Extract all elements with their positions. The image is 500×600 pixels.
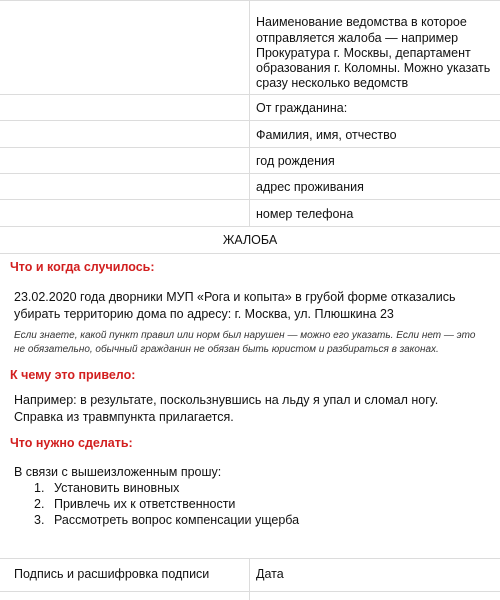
request-heading: Что нужно сделать:: [10, 436, 133, 450]
what-happened-heading: Что и когда случилось:: [10, 260, 155, 274]
request-intro: В связи с вышеизложенным прошу:: [14, 465, 222, 479]
consequences-heading: К чему это привело:: [10, 368, 136, 382]
table-rule: [0, 226, 500, 227]
table-rule: [0, 173, 500, 174]
table-rule: [0, 591, 500, 592]
list-item: [14, 480, 299, 496]
address-field: адрес проживания: [256, 180, 364, 194]
signature-label: Подпись и расшифровка подписи: [14, 567, 210, 581]
list-item-number: 1.: [34, 481, 45, 495]
agency-line: отправляется жалоба — например: [256, 31, 459, 45]
what-happened-text: 23.02.2020 года дворники МУП «Рога и копыта» в грубой форме отказались убирать территорию дома по адресу: г. Москва, ул. Плюшкина 23: [14, 290, 456, 321]
list-item-text: Привлечь их к ответственности: [54, 497, 236, 511]
full-name-field: Фамилия, имя, отчество: [256, 128, 397, 142]
list-item: [14, 512, 299, 528]
list-item-number: 3.: [34, 513, 45, 527]
what-happened-note: Если знаете, какой пункт правил или норм был нарушен — можно его указать. Если нет — это не обязательно, обычный гражданин не обязан быть юристом и разбираться в законах.: [14, 330, 476, 355]
document-title: ЖАЛОБА: [222, 233, 278, 247]
date-label: Дата: [256, 567, 284, 581]
request-list: [14, 464, 299, 528]
table-rule: [0, 199, 500, 200]
table-rule: [0, 147, 500, 148]
agency-line: Наименование ведомства в которое: [256, 15, 467, 29]
phone-field: номер телефона: [256, 207, 354, 221]
from-citizen-label: От гражданина:: [256, 101, 348, 115]
list-item-text: Установить виновных: [54, 481, 180, 495]
table-rule: [0, 120, 500, 121]
birth-year-field: год рождения: [256, 154, 335, 168]
table-column-divider: [249, 0, 250, 226]
list-item-number: 2.: [34, 497, 45, 511]
table-rule: [0, 0, 500, 1]
table-column-divider: [249, 558, 250, 600]
agency-line: образования г. Коломны. Можно указать: [256, 61, 491, 75]
list-item-text: Рассмотреть вопрос компенсации ущерба: [54, 513, 300, 527]
table-rule: [0, 253, 500, 254]
table-rule: [0, 558, 500, 559]
agency-line: Прокуратура г. Москвы, департамент: [256, 46, 471, 60]
consequences-text: Например: в результате, поскользнувшись на льду я упал и сломал ногу. Справка из травмпункта прилагается.: [14, 393, 439, 424]
list-item: [14, 496, 299, 512]
table-rule: [0, 94, 500, 95]
agency-line: сразу несколько ведомств: [256, 76, 409, 90]
